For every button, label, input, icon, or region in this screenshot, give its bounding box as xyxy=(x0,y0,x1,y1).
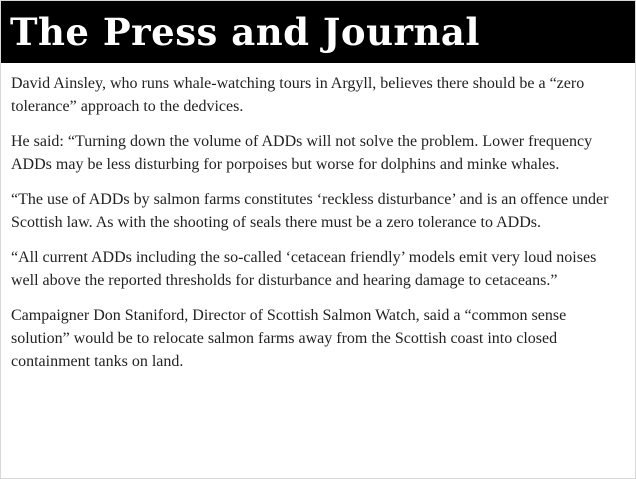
article-paragraph: “All current ADDs including the so-called ‘cetacean friendly’ models emit very loud noises well above the reported thresholds for disturbance and hearing damage to cetaceans.” xyxy=(11,249,597,289)
article-paragraph: David Ainsley, who runs whale-watching tours in Argyll, believes there should be a “zero tolerance” approach to the dedvices. xyxy=(11,75,585,115)
article-paragraph: Campaigner Don Staniford, Director of Scottish Salmon Watch, said a “common sense solution” would be to relocate salmon farms away from the Scottish coast into closed containment tanks on land. xyxy=(11,307,567,370)
masthead-logo[interactable]: The Press and Journal xyxy=(10,9,480,54)
masthead xyxy=(1,1,635,63)
article-body xyxy=(1,63,635,373)
article-paragraph: “The use of ADDs by salmon farms constitutes ‘reckless disturbance’ and is an offence under Scottish law. As with the shooting of seals there must be a zero tolerance to ADDs. xyxy=(11,191,609,231)
article-paragraph: He said: “Turning down the volume of ADDs will not solve the problem. Lower frequency ADDs may be less disturbing for porpoises but worse for dolphins and minke whales. xyxy=(11,133,593,173)
